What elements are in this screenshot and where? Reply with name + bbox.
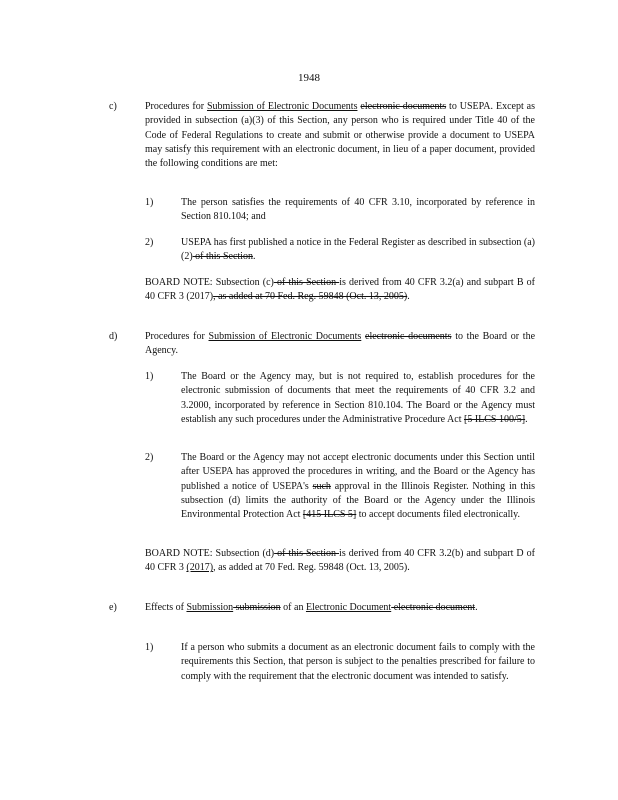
item-c2-text: USEPA has first published a notice in the Federal Register as described in subsection (a)(2) of this Section. [181,237,535,263]
section-e-heading: Effects of Submission submission of an Electronic Document electronic document. [145,602,478,613]
section-c-heading: Procedures for Submission of Electronic Documents electronic documents to USEPA. Except as provided in subsection (a)(3) of this Section, any person who is required under Title 40 of the Code of Federal Regulations to create and submit or otherwise provide a document to USEPA may satisfy this requirement with an electronic document, in lieu of a paper document, provided the following conditions are met: [145,101,536,170]
section-e-label: e) [109,602,117,613]
item-d1-text: The Board or the Agency may, but is not required to, establish procedures for the electronic submission of documents that meet the requirements of 40 CFR 3.2 and 3.2000, incorporated by reference in Section 810.104. The Board or the Agency must establish any such procedures under the Administrative Procedure Act [5 ILCS 100/5]. [181,371,535,425]
board-note-d: BOARD NOTE: Subsection (d) of this Section is derived from 40 CFR 3.2(b) and subpart D of 40 CFR 3 (2017), as added at 70 Fed. Reg. 59848 (Oct. 13, 2005). [145,548,535,574]
section-c-label: c) [109,101,117,112]
item-e1-text: If a person who submits a document as an electronic document fails to comply with the requirements this Section, that person is subject to the penalties prescribed for failure to comply with the requirement that the electronic document was intended to satisfy. [181,642,535,682]
item-d1-number: 1) [145,371,154,382]
page-number: 1948 [298,72,320,84]
item-e1-number: 1) [145,642,154,653]
section-d-heading: Procedures for Submission of Electronic Documents electronic documents to the Board or the Agency. [145,331,536,357]
item-c1-number: 1) [145,197,154,208]
item-c1-text: The person satisfies the requirements of 40 CFR 3.10, incorporated by reference in Section 810.104; and [181,197,535,223]
item-d2-text: The Board or the Agency may not accept electronic documents under this Section until after USEPA has approved the procedures in writing, and the Board or the Agency has published a notice of USEPA's such approval in the Illinois Register. Nothing in this subsection (d) limits the authority of the Board or the Agency under the Illinois Environmental Protection Act [415 ILCS 5] to accept documents filed electronically. [181,452,536,521]
board-note-c: BOARD NOTE: Subsection (c) of this Section is derived from 40 CFR 3.2(a) and subpart B of 40 CFR 3 (2017), as added at 70 Fed. Reg. 59848 (Oct. 13, 2005). [145,277,535,303]
item-c2-number: 2) [145,237,154,248]
item-d2-number: 2) [145,452,154,463]
section-d-label: d) [109,331,118,342]
